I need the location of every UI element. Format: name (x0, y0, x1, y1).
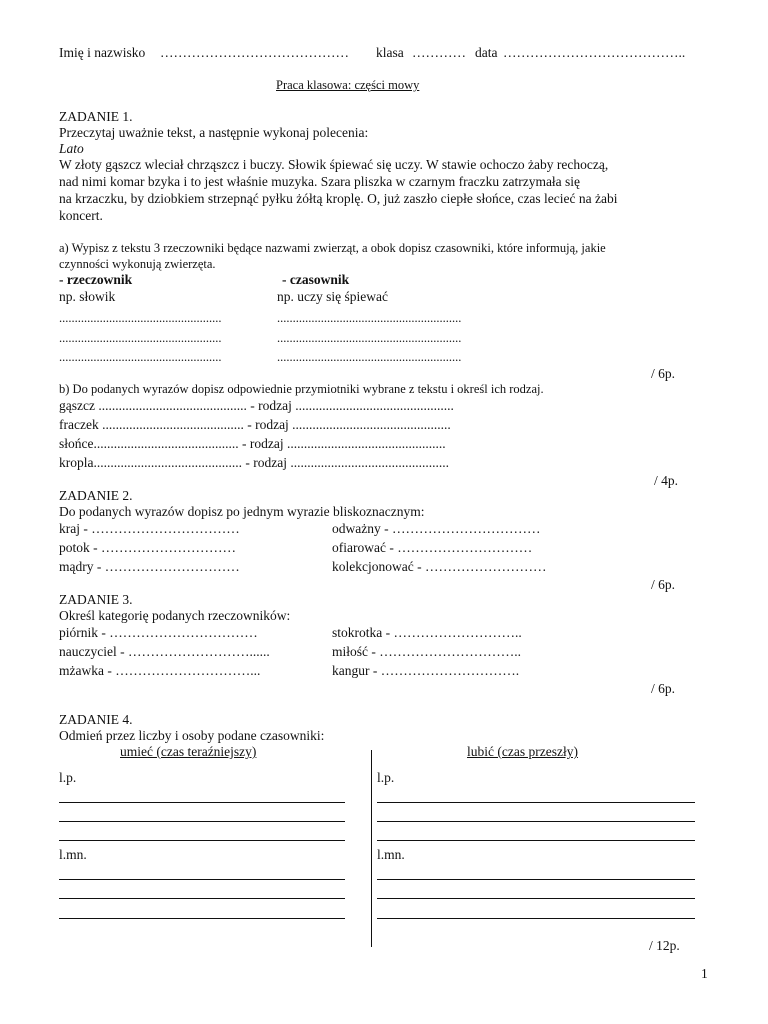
singular-label: l.p. (59, 770, 77, 785)
column-title-present: umieć (czas teraźniejszy) (120, 744, 257, 759)
answer-line[interactable] (377, 802, 695, 803)
task3-item[interactable]: stokrotka - ……………………….. (332, 625, 522, 640)
poem-title: Lato (59, 141, 84, 156)
task1b-instruction: b) Do podanych wyrazów dopisz odpowiednie przymiotniki wybrane z tekstu i określ ich rodzaj. (59, 382, 544, 396)
task2-item[interactable]: kolekcjonować - ……………………… (332, 559, 547, 574)
task3-heading: ZADANIE 3. (59, 592, 133, 607)
example-verb: np. uczy się śpiewać (277, 289, 388, 304)
task2-instruction: Do podanych wyrazów dopisz po jednym wyrazie bliskoznacznym: (59, 504, 425, 519)
task3-item[interactable]: miłość - ………………………….. (332, 644, 521, 659)
answer-line[interactable] (377, 898, 695, 899)
column-divider (371, 750, 372, 947)
task2-heading: ZADANIE 2. (59, 488, 133, 503)
name-field[interactable]: …………………………………… (160, 45, 349, 60)
answer-line[interactable] (377, 918, 695, 919)
answer-line[interactable] (377, 821, 695, 822)
task1b-item[interactable]: fraczek .......................................... - rodzaj ............................................... (59, 417, 451, 432)
answer-line[interactable] (377, 840, 695, 841)
answer-line[interactable] (59, 840, 345, 841)
answer-line[interactable] (59, 918, 345, 919)
task1b-item[interactable]: słońce........................................... - rodzaj ............................................... (59, 436, 446, 451)
poem-line: W złoty gąszcz wleciał chrząszcz i buczy. Słowik śpiewać się uczy. W stawie ochoczo żaby rechoczą, (59, 157, 609, 172)
answer-field-verb[interactable]: ........................................................... (277, 331, 462, 345)
task3-instruction: Określ kategorię podanych rzeczowników: (59, 608, 291, 623)
date-label: data (475, 45, 498, 60)
answer-line[interactable] (59, 898, 345, 899)
task4-heading: ZADANIE 4. (59, 712, 133, 727)
class-label: klasa (376, 45, 404, 60)
points-task2: / 6p. (651, 577, 676, 592)
task3-item[interactable]: kangur - …………………………. (332, 663, 520, 678)
example-noun: np. słowik (59, 289, 116, 304)
answer-line[interactable] (59, 879, 345, 880)
points-task1a: / 6p. (651, 366, 676, 381)
task1b-item[interactable]: gąszcz ............................................ - rodzaj ............................................... (59, 398, 454, 413)
column-header-verb: - czasownik (282, 272, 350, 287)
page-number: 1 (701, 966, 708, 981)
task3-item[interactable]: mżawka - …………………………... (59, 663, 261, 678)
poem-line: koncert. (59, 208, 103, 223)
column-title-past: lubić (czas przeszły) (467, 744, 578, 759)
answer-line[interactable] (377, 879, 695, 880)
singular-label: l.p. (377, 770, 395, 785)
plural-label: l.mn. (59, 847, 87, 862)
task2-item[interactable]: potok - ………………………… (59, 540, 236, 555)
answer-field-verb[interactable]: ........................................................... (277, 311, 462, 325)
poem-line: na krzaczku, by dziobkiem strzepnąć pyłku żółtą kroplę. O, już zaszło ciepłe słońce, czas lecieć na żabi (59, 191, 618, 206)
task3-item[interactable]: piórnik - …………………………… (59, 625, 258, 640)
answer-line[interactable] (59, 802, 345, 803)
points-task1b: / 4p. (654, 473, 679, 488)
task1-heading: ZADANIE 1. (59, 109, 133, 124)
answer-field-noun[interactable]: .................................................... (59, 331, 222, 345)
answer-line[interactable] (59, 821, 345, 822)
plural-label: l.mn. (377, 847, 405, 862)
task3-item[interactable]: nauczyciel - ………………………...... (59, 644, 270, 659)
page-title: Praca klasowa: części mowy (276, 78, 420, 92)
task4-instruction: Odmień przez liczby i osoby podane czasowniki: (59, 728, 325, 743)
task1a-instruction: czynności wykonują zwierzęta. (59, 257, 216, 271)
column-header-noun: - rzeczownik (59, 272, 133, 287)
class-field[interactable]: ………… (412, 45, 466, 60)
task1b-item[interactable]: kropla............................................ - rodzaj ............................................... (59, 455, 449, 470)
points-task4: / 12p. (649, 938, 680, 953)
answer-field-noun[interactable]: .................................................... (59, 311, 222, 325)
date-field[interactable]: ………………………………….. (503, 45, 686, 60)
task2-item[interactable]: kraj - …………………………… (59, 521, 240, 536)
name-label: Imię i nazwisko (59, 45, 146, 60)
task2-item[interactable]: ofiarować - ………………………… (332, 540, 533, 555)
poem-line: nad nimi komar bzyka i to jest właśnie muzyka. Szara pliszka w czarnym fraczku zatrzymała się (59, 174, 581, 189)
answer-field-noun[interactable]: .................................................... (59, 350, 222, 364)
task1-instruction: Przeczytaj uważnie tekst, a następnie wykonaj polecenia: (59, 125, 369, 140)
task1a-instruction: a) Wypisz z tekstu 3 rzeczowniki będące nazwami zwierząt, a obok dopisz czasowniki, które informują, jakie (59, 241, 606, 255)
task2-item[interactable]: odważny - …………………………… (332, 521, 541, 536)
answer-field-verb[interactable]: ........................................................... (277, 350, 462, 364)
points-task3: / 6p. (651, 681, 676, 696)
task2-item[interactable]: mądry - ………………………… (59, 559, 240, 574)
